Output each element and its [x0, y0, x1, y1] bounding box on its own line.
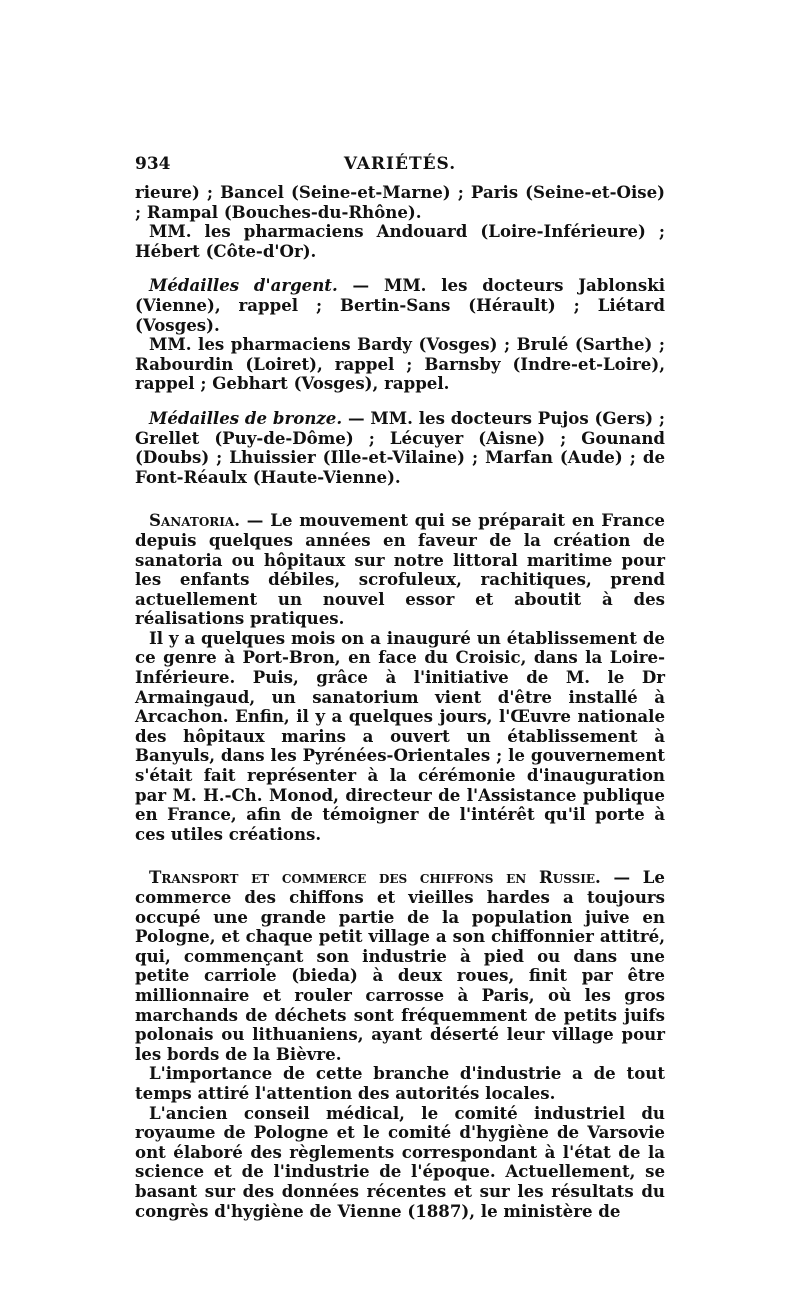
section-title: Transport et commerce des chiffons en Russie.	[149, 867, 601, 888]
paragraph-sanatoria	[135, 511, 665, 629]
paragraph-text: — Le mouvement qui se préparait en France depuis quelques années en faveur de la création de sanatoria ou hôpitaux sur notre littoral maritime pour les enfants débiles, scrofuleux, rachitiques, prend actuellement un nouvel essor et aboutit à des réalisations pratiques.	[135, 510, 665, 629]
paragraph: L'ancien conseil médical, le comité industriel du royaume de Pologne et le comité d'hygiène de Varsovie ont élaboré des règlements correspondant à l'état de la science et de l'industrie de l'époque. Actuellement, se basant sur des données récentes et sur les résultats du congrès d'hygiène de Vienne (1887), le ministère de	[135, 1102, 665, 1221]
paragraph-text: — Le commerce des chiffons et vieilles hardes a toujours occupé une grande partie de la population juive en Pologne, et chaque petit village a son chiffonnier attitré, qui, commençant son industrie à pied ou dans une petite carriole (bieda) à deux roues, finit par être millionnaire et rouler carrosse à Paris, où les gros marchands de déchets sont fréquemment de petits juifs polonais ou lithuaniens, ayant déserté leur village pour les bords de la Bièvre.	[135, 867, 665, 1064]
page-number: 934	[135, 154, 171, 174]
page-header	[135, 150, 665, 180]
paragraph-rags-trade	[135, 868, 665, 1064]
page-body	[135, 183, 665, 1221]
paragraph: Il y a quelques mois on a inauguré un établissement de ce genre à Port-Bron, en face du Croisic, dans la Loire-Inférieure. Puis, grâce à l'initiative de M. le Dr Armaingaud, un sanatorium vient d'être installé à Arcachon. Enfin, il y a quelques jours, l'Œuvre nationale des hôpitaux marins a ouvert un établissement à Banyuls, dans les Pyrénées-Orientales ; le gouvernement s'était fait représenter à la cérémonie d'inauguration par M. H.-Ch. Monod, directeur de l'Assistance publique en France, afin de témoigner de l'intérêt qu'il porte à ces utiles créations.	[135, 627, 665, 844]
paragraph-text: — MM. les docteurs Pujos (Gers) ; Grellet (Puy-de-Dôme) ; Lécuyer (Aisne) ; Gounand (Doubs) ; Lhuissier (Ille-et-Vilaine) ; Marfan (Aude) ; de Font-Réaulx (Haute-Vienne).	[135, 407, 666, 487]
paragraph: rieure) ; Bancel (Seine-et-Marne) ; Paris (Seine-et-Oise) ; Rampal (Bouches-du-Rhône).	[135, 182, 665, 222]
section-title: Sanatoria.	[149, 510, 240, 531]
paragraph: MM. les pharmaciens Bardy (Vosges) ; Brulé (Sarthe) ; Rabourdin (Loiret), rappel ; Barnsby (Indre-et-Loire), rappel ; Gebhart (Vosges), rappel.	[135, 334, 665, 394]
section-title: Médailles de bronze.	[149, 407, 343, 428]
running-title: VARIÉTÉS.	[343, 154, 457, 174]
paragraph-bronze-medals	[135, 409, 665, 487]
paragraph-silver-medals	[135, 276, 665, 335]
paragraph: MM. les pharmaciens Andouard (Loire-Inférieure) ; Hébert (Côte-d'Or).	[135, 221, 665, 261]
paragraph-text: — MM. les docteurs Jablonski (Vienne), rappel ; Bertin-Sans (Hérault) ; Liétard (Vosges).	[135, 275, 665, 335]
paragraph: L'importance de cette branche d'industrie a de tout temps attiré l'attention des autorités locales.	[135, 1063, 665, 1103]
section-title: Médailles d'argent.	[149, 275, 338, 296]
